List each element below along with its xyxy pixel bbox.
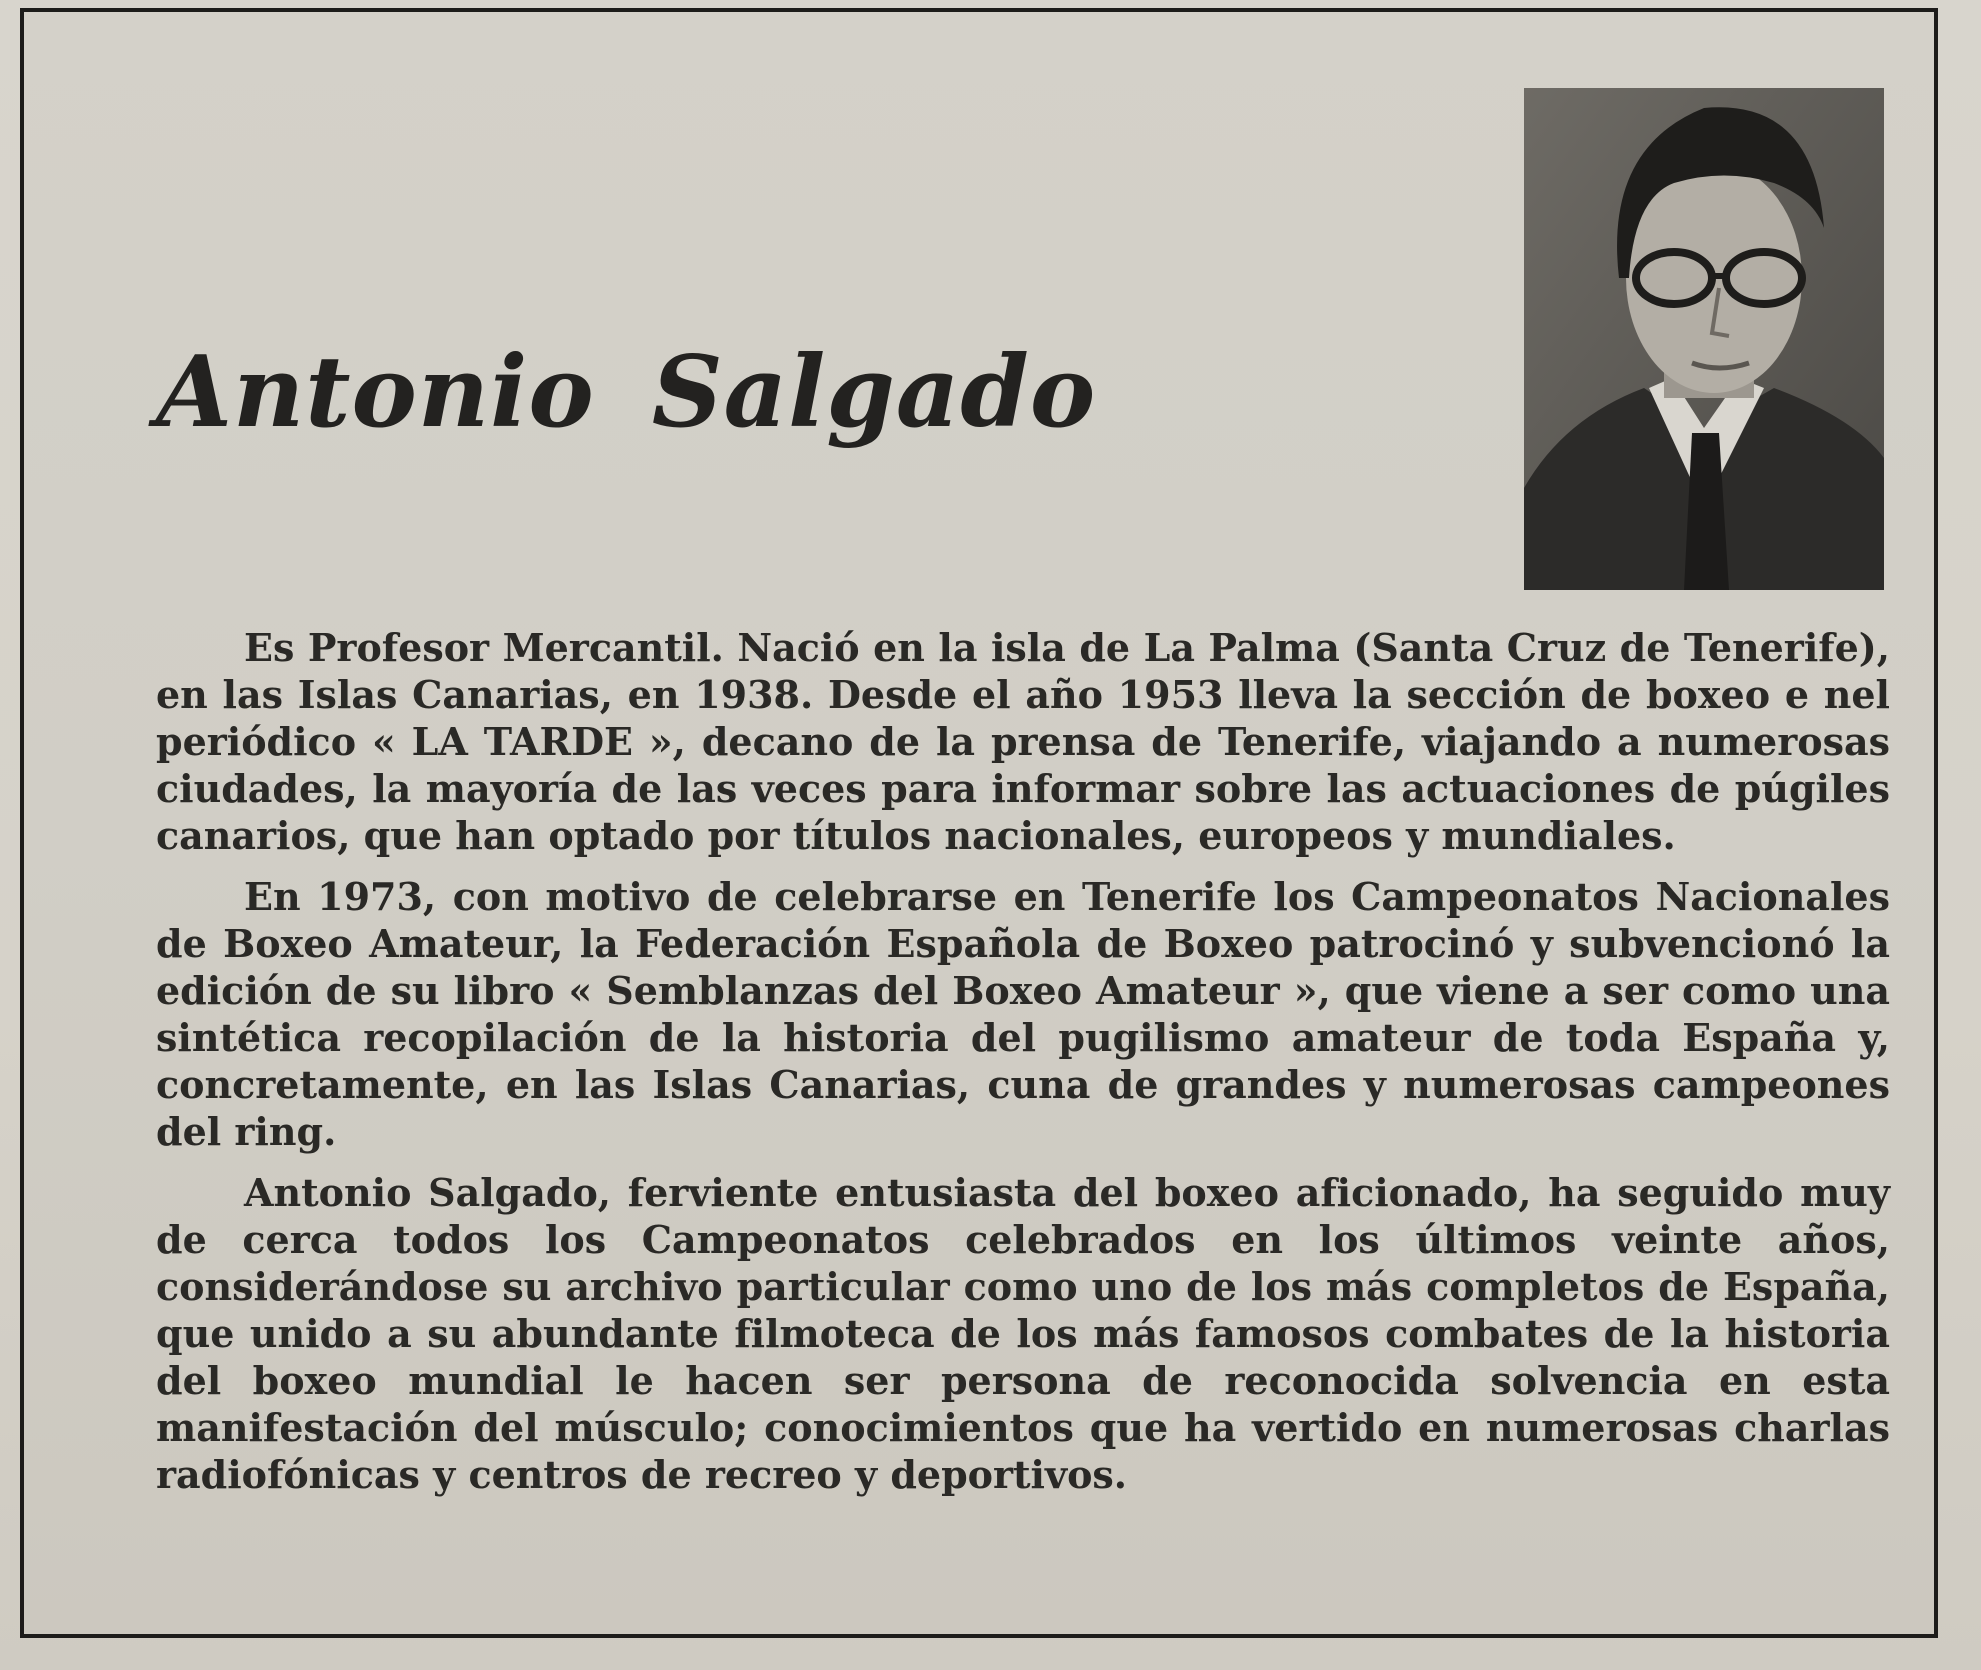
paragraph-3: Antonio Salgado, ferviente entusiasta del boxeo aficionado, ha seguido muy de cerca todos los Campeonatos celebrados en los últimos veinte años, considerándose su archivo particular como uno de los más completos de España, que unido a su abundante filmoteca de los más famosos combates de la historia del boxeo mundial le hacen ser persona de reconocida solvencia en esta manifestación del músculo; conocimientos que ha vertido en numerosas charlas radiofónicas y centros de recreo y deportivos. (156, 1170, 1890, 1497)
paragraph-2: En 1973, con motivo de celebrarse en Tenerife los Campeonatos Nacionales de Boxeo Amateur, la Federación Española de Boxeo patrocinó y subvencionó la edición de su libro « Semblanzas del Boxeo Amateur », que viene a ser como una sintética recopilación de la historia del pugilismo amateur de toda España y, concretamente, en las Islas Canarias, cuna de grandes y numerosas campeones del ring. (156, 874, 1890, 1154)
bio-title: Antonio Salgado (156, 335, 1097, 450)
person-portrait-icon (1524, 88, 1884, 590)
paragraph-1: Es Profesor Mercantil. Nació en la isla de La Palma (Santa Cruz de Tenerife), en las Islas Canarias, en 1938. Desde el año 1953 lleva la sección de boxeo e nel periódico « LA TARDE », decano de la prensa de Tenerife, viajando a numerosas ciudades, la mayoría de las veces para informar sobre las actuaciones de púgiles canarios, que han optado por títulos nacionales, europeos y mundiales. (156, 625, 1890, 858)
bio-frame (20, 8, 1938, 1638)
bio-text (156, 624, 1890, 1512)
portrait-photo (1524, 88, 1884, 590)
